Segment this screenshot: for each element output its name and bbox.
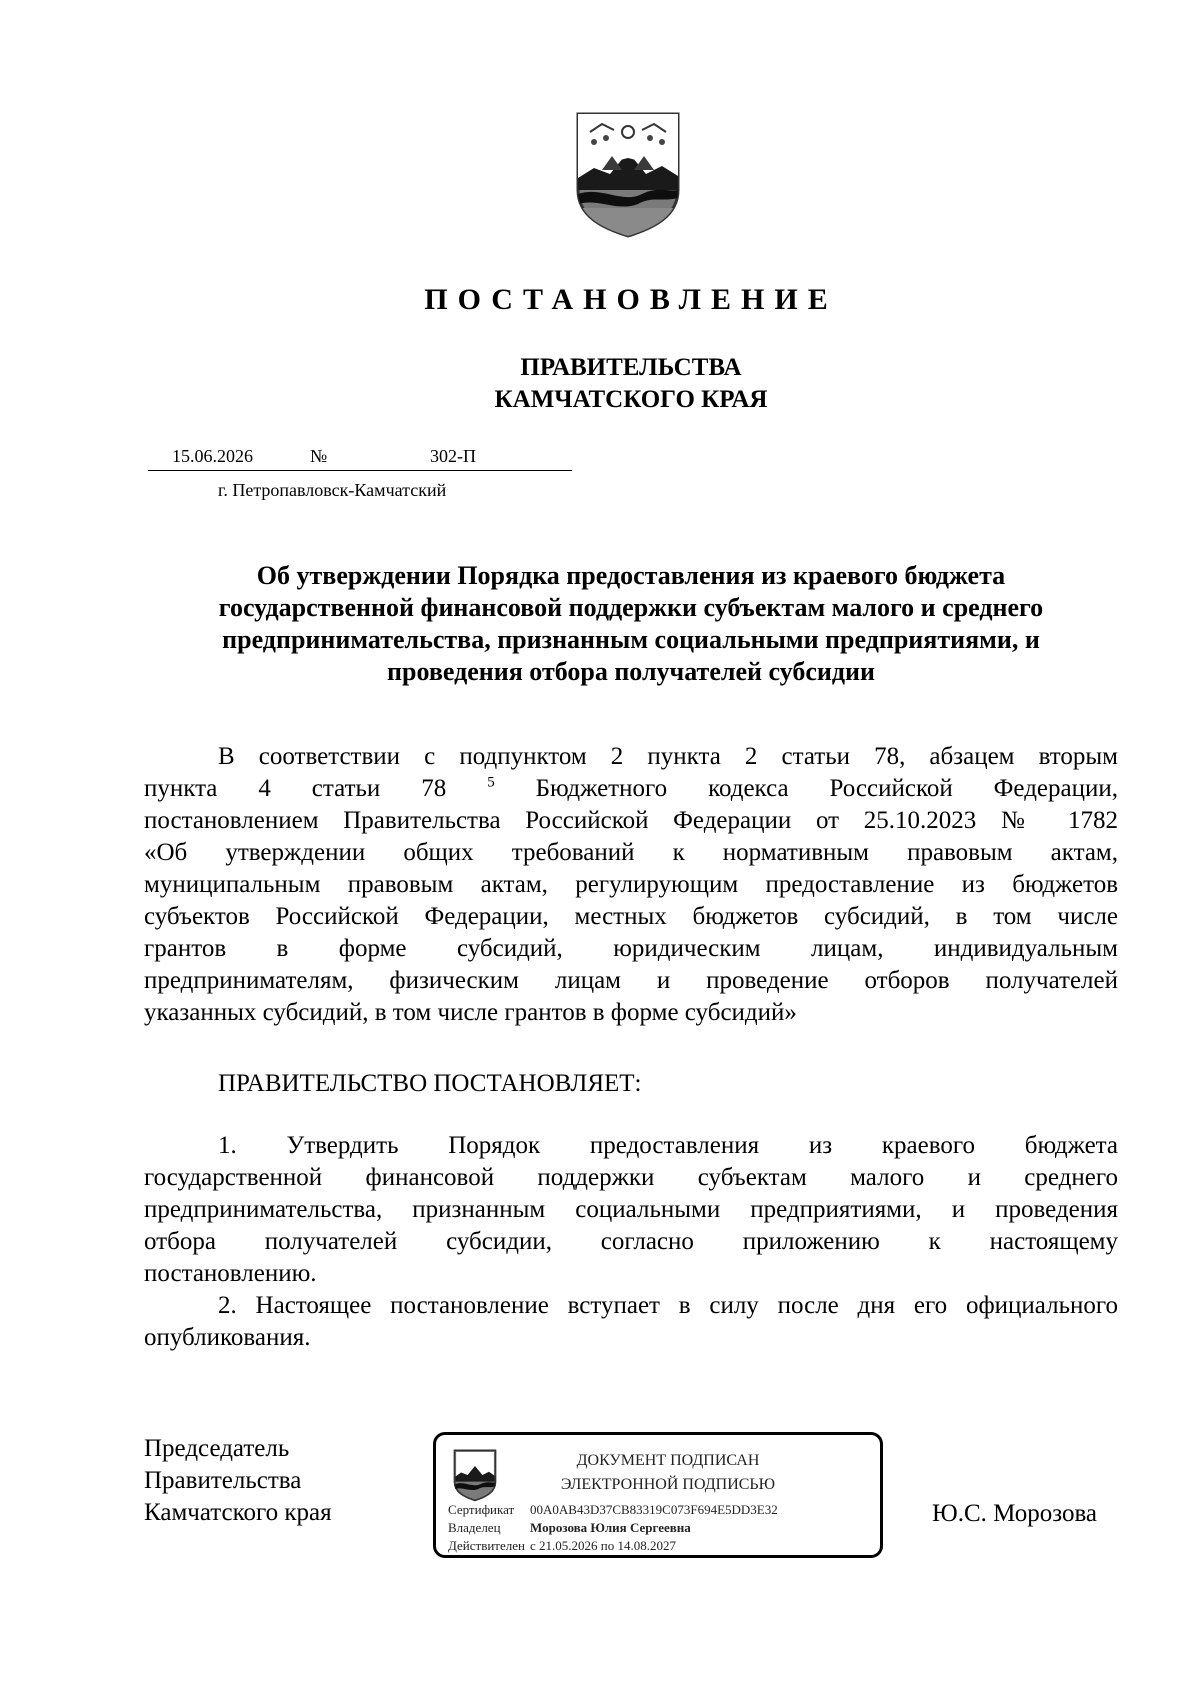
- stamp-header: [548, 1449, 788, 1497]
- validity-label: Действителен: [448, 1538, 525, 1553]
- certificate-label: Сертификат: [448, 1502, 515, 1517]
- coat-of-arms-small-icon: [452, 1447, 498, 1503]
- document-title: [0, 560, 1200, 688]
- text-line: муниципальным правовым актам, регулирующим предоставление из бюджетов: [144, 871, 1118, 898]
- certificate-value: 00A0AB43D37CB83319C073F694E5DD3E32: [530, 1502, 778, 1517]
- certificate-row: [448, 1501, 778, 1519]
- validity-row: [448, 1537, 676, 1555]
- electronic-signature-stamp: [433, 1432, 883, 1558]
- title-line: Об утверждении Порядка предоставления из краевого бюджета: [256, 561, 1006, 590]
- position-line: Правительства: [144, 1467, 302, 1494]
- text-line: отбора получателей субсидии, согласно приложению к настоящему: [144, 1228, 1118, 1255]
- document-type: ПОСТАНОВЛЕНИЕ: [424, 283, 838, 316]
- position-line: Камчатского края: [144, 1499, 332, 1526]
- text-line: предпринимателям, физическим лицам и проведение отборов получателей: [144, 967, 1118, 994]
- text-line: государственной финансовой поддержки субъектам малого и среднего: [144, 1164, 1118, 1191]
- validity-value: с 21.05.2026 по 14.08.2027: [530, 1538, 676, 1553]
- position-line: Председатель: [144, 1435, 290, 1462]
- point-2-paragraph: [144, 1290, 1118, 1354]
- point-1-paragraph: [144, 1130, 1118, 1290]
- title-line: проведения отбора получателей субсидии: [387, 657, 875, 686]
- preamble-paragraph: [144, 741, 1118, 1029]
- owner-label: Владелец: [448, 1520, 501, 1535]
- stamp-title-line: ДОКУМЕНТ ПОДПИСАН: [576, 1452, 760, 1469]
- stamp-title-line: ЭЛЕКТРОННОЙ ПОДПИСЬЮ: [560, 1476, 776, 1493]
- superscript: 5: [487, 774, 495, 791]
- text-line: «Об утверждении общих требований к нормативным правовым актам,: [144, 839, 1118, 866]
- signatory-position: [144, 1433, 332, 1529]
- text-line: предпринимательства, признанным социальными предприятиями, и проведения: [144, 1196, 1118, 1223]
- issuing-organization: [0, 352, 1200, 416]
- text-line: опубликования.: [144, 1324, 311, 1351]
- text-line: В соответствии с подпунктом 2 пункта 2 статьи 78, абзацем вторым: [218, 743, 1118, 770]
- text-line: указанных субсидий, в том числе грантов в форме субсидий»: [144, 999, 797, 1026]
- text-line: постановлению.: [144, 1260, 317, 1287]
- org-line: ПРАВИТЕЛЬСТВА: [520, 354, 742, 381]
- text-line: 1. Утвердить Порядок предоставления из краевого бюджета: [218, 1132, 1118, 1159]
- owner-row: [448, 1519, 691, 1537]
- text-line: субъектов Российской Федерации, местных бюджетов субсидий, в том числе: [144, 903, 1118, 930]
- text-fragment: пункта 4 статьи 78: [144, 775, 447, 802]
- org-line: КАМЧАТСКОГО КРАЯ: [494, 386, 768, 413]
- title-line: предпринимательства, признанным социальными предприятиями, и: [222, 625, 1040, 654]
- date-number-line: [148, 443, 572, 471]
- number-sign: №: [310, 446, 328, 466]
- document-date: 15.06.2026: [172, 446, 253, 466]
- resolution-heading: ПРАВИТЕЛЬСТВО ПОСТАНОВЛЯЕТ:: [218, 1070, 642, 1097]
- text-line: постановлением Правительства Российской Федерации от 25.10.2023 № 1782: [144, 807, 1118, 834]
- owner-value: Морозова Юлия Сергеевна: [530, 1520, 691, 1535]
- coat-of-arms-icon: [572, 108, 684, 240]
- text-line: [144, 773, 1118, 805]
- text-line: грантов в форме субсидий, юридическим лицам, индивидуальным: [144, 935, 1118, 962]
- signatory-name: Ю.С. Морозова: [932, 1500, 1098, 1527]
- text-fragment: Бюджетного кодекса Российской Федерации,: [535, 775, 1118, 802]
- document-city: г. Петропавловск-Камчатский: [218, 480, 447, 500]
- title-line: государственной финансовой поддержки субъектам малого и среднего: [218, 593, 1044, 622]
- text-line: 2. Настоящее постановление вступает в силу после дня его официального: [218, 1292, 1118, 1319]
- document-number: 302-П: [430, 446, 476, 466]
